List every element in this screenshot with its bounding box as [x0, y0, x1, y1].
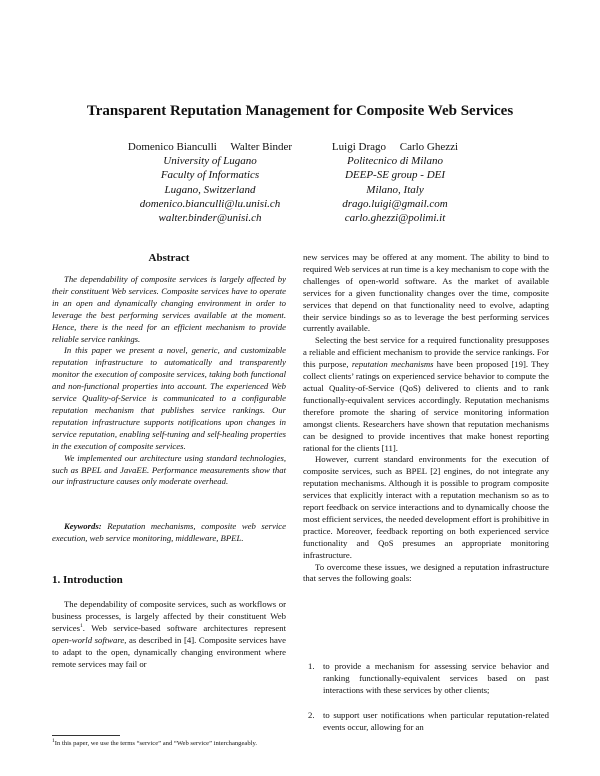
affiliation-line: Milano, Italy: [366, 183, 424, 196]
affiliation-line: DEEP-SE group - DEI: [344, 169, 446, 182]
goal-text: to provide a mechanism for assessing service behavior and ranking functionally-equivalent services based on past interactions with these services by other clients;: [323, 661, 549, 695]
footnote-mark[interactable]: 1: [79, 622, 83, 629]
affiliation-line: University of Lugano: [163, 155, 257, 168]
goal-text: to support user notifications when particular reputation-related events occur, allowing for an: [323, 710, 549, 732]
affiliation-line: Politecnico di Milano: [347, 155, 443, 168]
abstract-heading: Abstract: [148, 252, 190, 264]
keywords-label: Keywords:: [64, 521, 102, 531]
footnote-text: In this paper, we use the terms “service” and “Web service” interchangeably.: [54, 740, 257, 747]
body-paragraph: To overcome these issues, we designed a reputation infrastructure that serves the following goals:: [303, 561, 549, 584]
keywords: [52, 521, 286, 545]
authors-left: [110, 140, 310, 225]
section-heading-introduction: 1. Introduction: [52, 574, 123, 586]
author-names-right: Luigi Drago Carlo Ghezzi: [331, 141, 459, 153]
abstract-paragraph: We implemented our architecture using standard technologies, such as BPEL and JavaEE. Performance measurements show that our infrastructure causes only moderate overhead.: [52, 452, 286, 487]
abstract-paragraph: The dependability of composite services is largely affected by their constituent Web services. Composite services have to operate in an open and dynamically changing environment in order to leverage the best performing services available at the moment. Hence, there is the need for an efficient mechanism to provide reliable service rankings.: [52, 274, 286, 344]
author-email: walter.binder@unisi.ch: [158, 212, 262, 225]
abstract-paragraph: In this paper we present a novel, generic, and customizable reputation infrastructure to automatically and transparently monitor the execution of composite services, taking both functional and non-functional properties into account. The experienced Web service Quality-of-Service is communicated to a configurable reputation mechanism that publishes service rankings. Our reputation infrastructure supports notifications upon changes in service reputation, enabling self-tuning and self-healing properties in the execution of composite services.: [52, 345, 286, 451]
goal-list-item: [303, 710, 549, 734]
affiliation-line: Faculty of Informatics: [160, 169, 260, 182]
affiliation-line: Lugano, Switzerland: [164, 183, 256, 196]
author-email: carlo.ghezzi@polimi.it: [344, 212, 446, 225]
list-number: 2.: [308, 710, 315, 720]
emphasis: open-world software: [52, 634, 125, 645]
body-paragraph: Selecting the best service for a required functionality presupposes a reliable and efficient mechanism to provide the service rankings. For this purpose, reputation mechanisms have been proposed [19]. They collect clients’ ratings on experienced service behavior to compute the actual Quality-of-Service (QoS) delivered to clients and to rank functionally-equivalent services accordingly. Reputation mechanisms therefore promote the sharing of service monitoring information amongst clients. Researchers have shown that reputation mechanisms can be designed to provide incentives that make honest reporting rational for the clients [11].: [303, 335, 549, 453]
author-email: drago.luigi@gmail.com: [342, 197, 448, 210]
intro-paragraph: The dependability of composite services, such as workflows or business processes, is largely affected by their constituent Web services$^1$. Web service-based software architectures represent open-world software, as described in [4]. Composite services have to adapt to the open, dynamically changing environment where remote services may fail or: [52, 599, 286, 669]
body-paragraph: new services may be offered at any moment. The ability to bind to required Web services at run time is a key mechanism to cope with the challenges of open-world software. As the market of available services for a given functionality changes over the time, composite services that depend on that functionality need to evolve, adapting their service bindings so as to leverage the best performing services currently available.: [303, 252, 549, 334]
footnote-number: 1: [52, 737, 55, 744]
introduction-body: [52, 599, 286, 670]
authors-right: [320, 140, 470, 225]
body-paragraph: However, current standard environments for the execution of composite services, such as BPEL [2] engines, do not integrate any reputation mechanisms. Although it is possible to program composite services that explicitly interact with a reputation mechanism so as to report feedback on service interactions and to dynamically choose the most efficient services, the needed development effort is prohibitive in practice. Moreover, feedback reporting on both experienced service functionality and QoS presumes an appropriate monitoring infrastructure.: [303, 454, 549, 560]
goal-list-item: [303, 661, 549, 697]
footnote-divider: [52, 735, 120, 736]
list-number: 1.: [308, 661, 315, 671]
footnote: [52, 739, 286, 748]
author-names-left: Domenico Bianculli Walter Binder: [127, 141, 293, 153]
right-column-body: [303, 252, 549, 585]
author-email: domenico.bianculli@lu.unisi.ch: [139, 197, 281, 210]
emphasis: reputation mechanisms: [351, 359, 434, 370]
abstract-body: [52, 274, 286, 488]
keywords-text: Reputation mechanisms, composite web service execution, web service monitoring, middleware, BPEL.: [52, 521, 286, 543]
paper-title: Transparent Reputation Management for Composite Web Services: [86, 103, 514, 119]
